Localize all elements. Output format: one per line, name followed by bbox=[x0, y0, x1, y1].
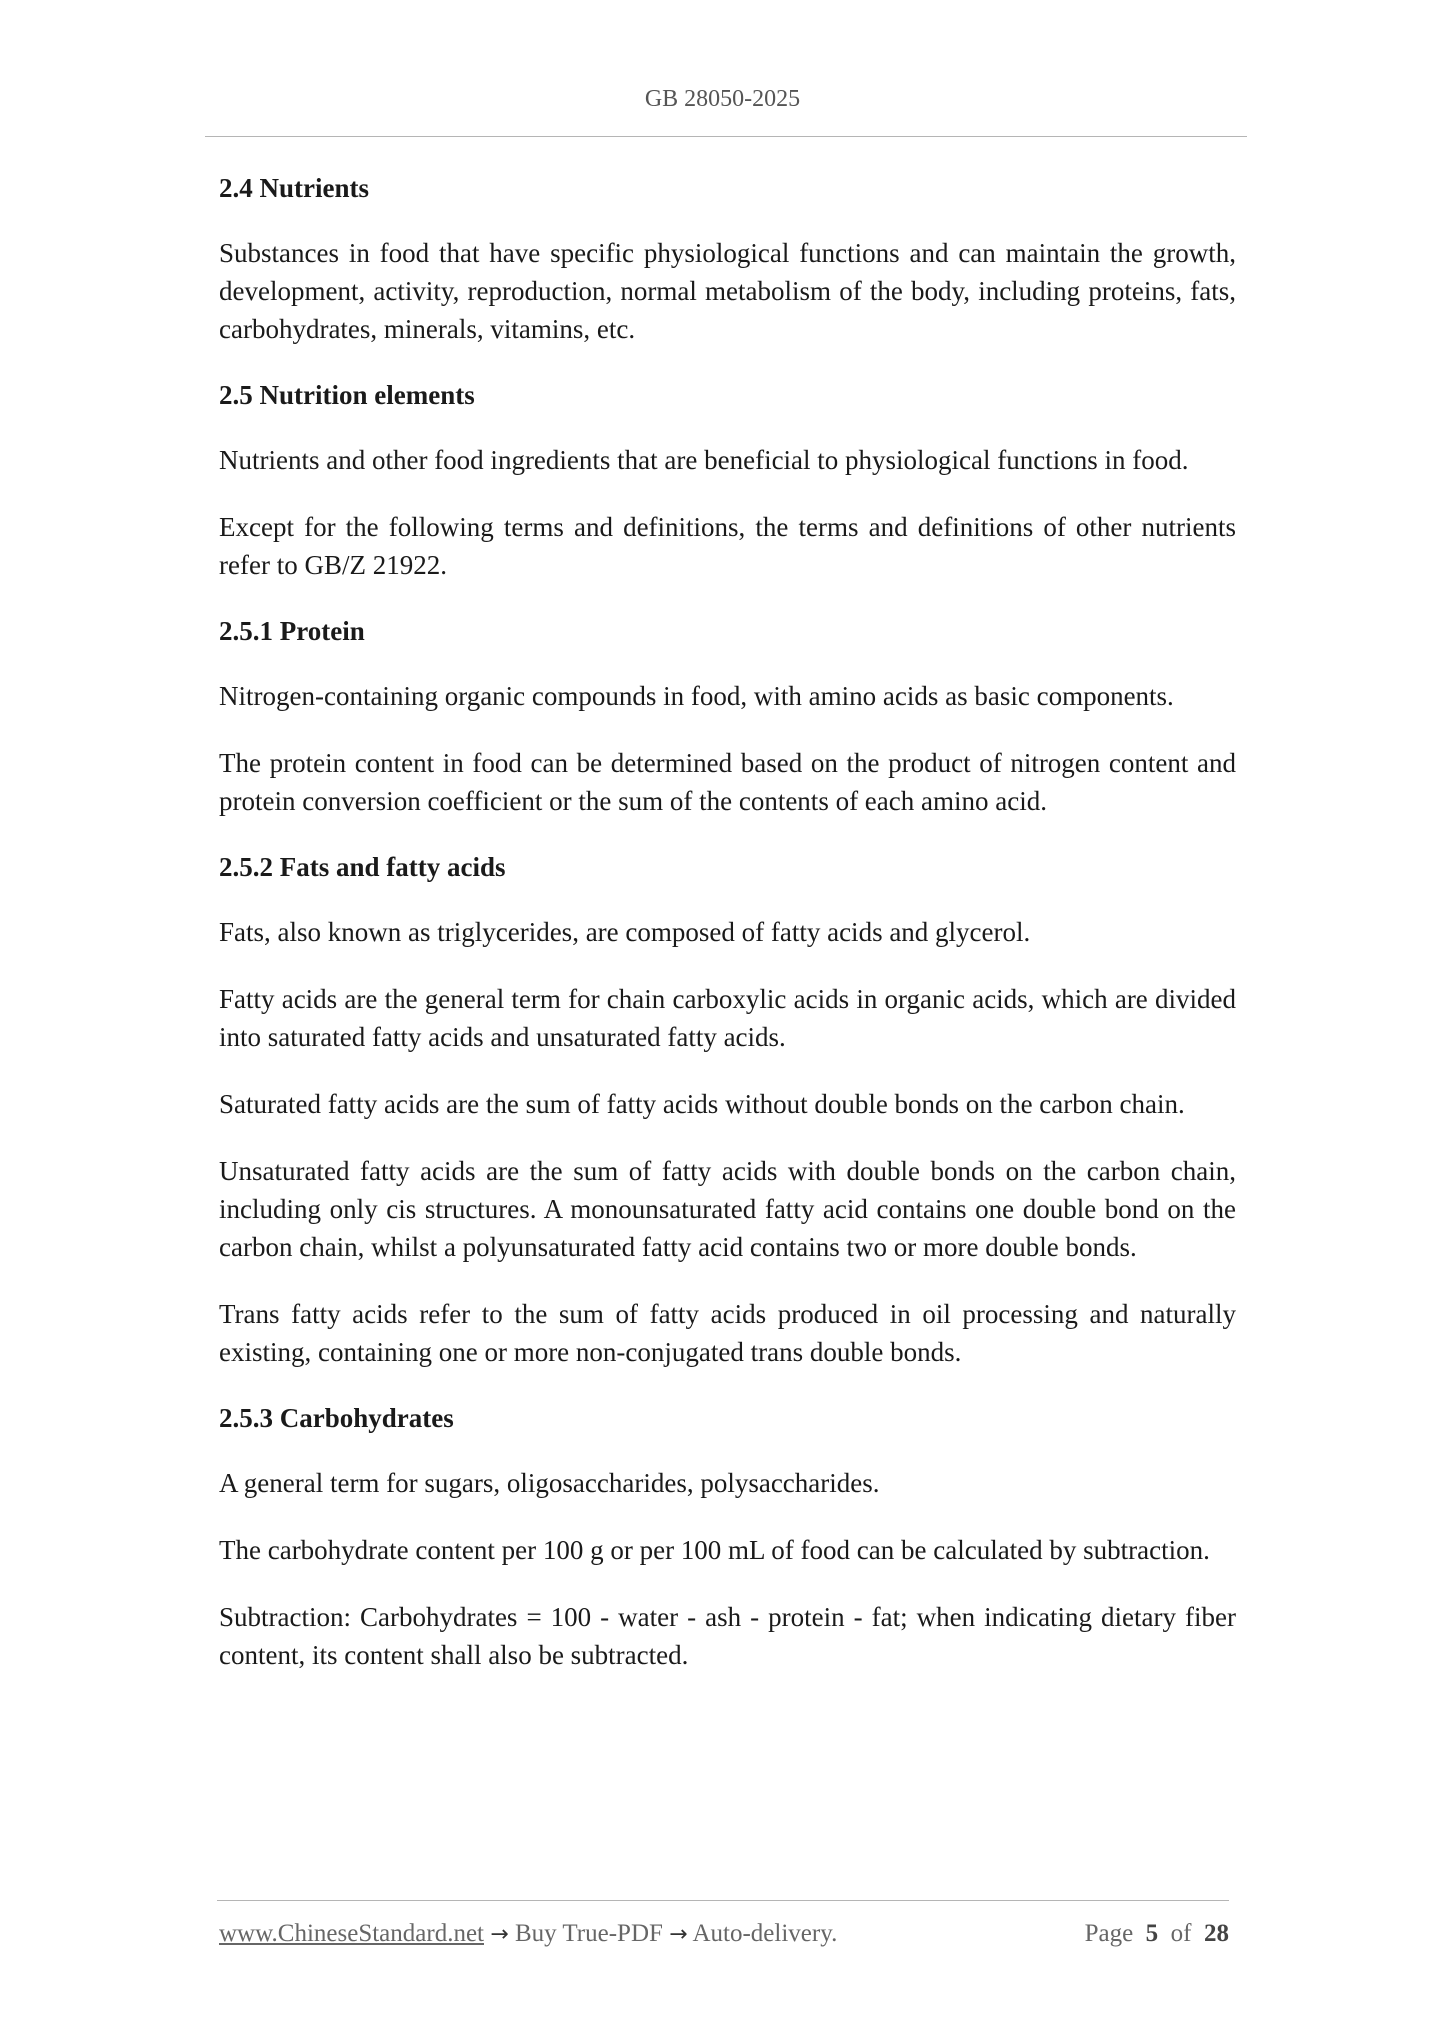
paragraph: The carbohydrate content per 100 g or per 100 mL of food can be calculated by subtraction. bbox=[219, 1535, 1210, 1565]
section-heading: 2.5.1 Protein bbox=[219, 616, 365, 646]
paragraph: Nutrients and other food ingredients that are beneficial to physiological functions in food. bbox=[219, 445, 1189, 475]
document-body bbox=[219, 162, 1236, 1703]
buy-text: Buy True-PDF bbox=[514, 1920, 663, 1947]
page-total: 28 bbox=[1204, 1920, 1229, 1947]
footer-promo bbox=[219, 1920, 837, 1948]
paragraph: Trans fatty acids refer to the sum of fatty acids produced in oil processing and naturally existing, containing one or more non-conjugated trans double bonds. bbox=[219, 1299, 1236, 1367]
website-link[interactable]: www.ChineseStandard.net bbox=[219, 1920, 484, 1947]
paragraph: A general term for sugars, oligosaccharides, polysaccharides. bbox=[219, 1468, 880, 1498]
document-id: GB 28050-2025 bbox=[644, 86, 801, 112]
section-heading: 2.5 Nutrition elements bbox=[219, 380, 475, 410]
section-heading: 2.4 Nutrients bbox=[219, 173, 369, 203]
paragraph: Except for the following terms and definitions, the terms and definitions of other nutrients refer to GB/Z 21922. bbox=[219, 512, 1236, 580]
page-current: 5 bbox=[1145, 1920, 1159, 1947]
section-2-5-1 bbox=[219, 613, 1236, 820]
section-2-5-3 bbox=[219, 1400, 1236, 1674]
section-heading: 2.5.2 Fats and fatty acids bbox=[219, 852, 506, 882]
header-divider bbox=[205, 136, 1247, 137]
footer-divider bbox=[217, 1900, 1229, 1901]
right-arrow-icon: → bbox=[490, 1922, 509, 1947]
paragraph: Fats, also known as triglycerides, are composed of fatty acids and glycerol. bbox=[219, 917, 1031, 947]
page-label: Page bbox=[1084, 1920, 1134, 1947]
delivery-text: Auto-delivery. bbox=[692, 1920, 838, 1947]
paragraph: Unsaturated fatty acids are the sum of fatty acids with double bonds on the carbon chain, including only cis structures. A monounsaturated fatty acid contains one double bond on the carbon chain, whilst a polyunsaturated fatty acid contains two or more double bonds. bbox=[219, 1156, 1236, 1262]
section-heading: 2.5.3 Carbohydrates bbox=[219, 1403, 454, 1433]
paragraph: Subtraction: Carbohydrates = 100 - water - ash - protein - fat; when indicating dietary fiber content, its content shall also be subtracted. bbox=[219, 1602, 1236, 1670]
paragraph: Nitrogen-containing organic compounds in food, with amino acids as basic components. bbox=[219, 681, 1174, 711]
section-2-5 bbox=[219, 377, 1236, 584]
page-indicator bbox=[1085, 1920, 1229, 1948]
section-2-5-2 bbox=[219, 849, 1236, 1371]
paragraph: Saturated fatty acids are the sum of fatty acids without double bonds on the carbon chain. bbox=[219, 1089, 1185, 1119]
paragraph: Fatty acids are the general term for chain carboxylic acids in organic acids, which are divided into saturated fatty acids and unsaturated fatty acids. bbox=[219, 984, 1236, 1052]
paragraph: The protein content in food can be determined based on the product of nitrogen content and protein conversion coefficient or the sum of the contents of each amino acid. bbox=[219, 748, 1236, 816]
right-arrow-icon: → bbox=[669, 1922, 688, 1947]
page-of: of bbox=[1170, 1920, 1192, 1947]
document-header bbox=[0, 86, 1445, 113]
section-2-4 bbox=[219, 170, 1236, 348]
paragraph: Substances in food that have specific physiological functions and can maintain the growth, development, activity, reproduction, normal metabolism of the body, including proteins, fats, carbohydrates, minerals, vitamins, etc. bbox=[219, 238, 1236, 344]
